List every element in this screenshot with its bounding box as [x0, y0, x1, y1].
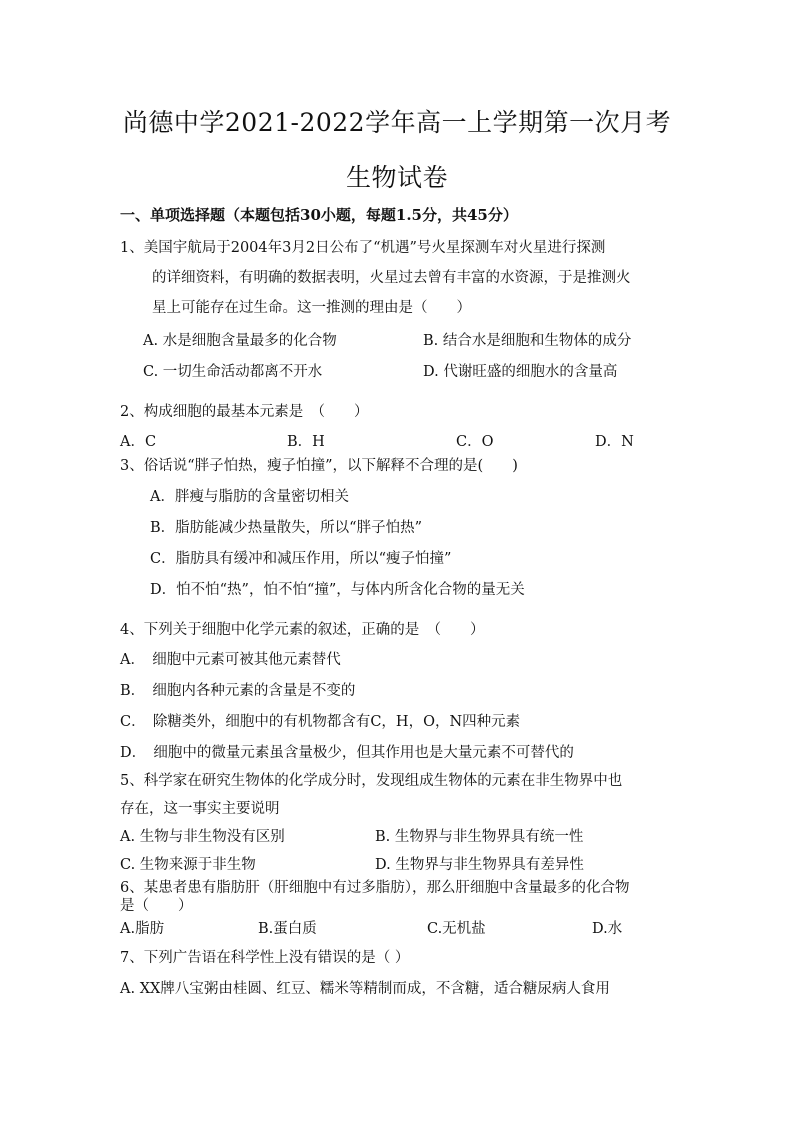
question-6-option-a: A.脂肪	[120, 921, 165, 937]
question-5-option-a: A. 生物与非生物没有区别	[120, 829, 285, 845]
question-4-line-1: 4、下列关于细胞中化学元素的叙述，正确的是 （ ）	[120, 622, 485, 638]
question-1-line-1: 1、美国宇航局于2004年3月2日公布了“机遇”号火星探测车对火星进行探测	[120, 240, 606, 256]
question-6-option-b: B.蛋白质	[258, 921, 317, 937]
question-6-line-2: 是（ ）	[120, 898, 193, 914]
section-heading: 一、单项选择题（本题包括30小题，每题1.5分，共45分）	[120, 206, 518, 224]
exam-title: 尚德中学2021-2022学年高一上学期第一次月考	[122, 108, 672, 137]
question-3-line-1: 3、俗话说“胖子怕热，瘦子怕撞”，以下解释不合理的是( )	[120, 458, 518, 474]
question-6-line-1: 6、某患者患有脂肪肝（肝细胞中有过多脂肪），那么肝细胞中含量最多的化合物	[120, 880, 630, 896]
question-5-option-d: D. 生物界与非生物界具有差异性	[375, 857, 584, 873]
question-3-option-a: A．胖瘦与脂肪的含量密切相关	[150, 489, 349, 505]
question-2-line-1: 2、构成细胞的最基本元素是 （ ）	[120, 404, 369, 420]
question-3-option-b: B．脂肪能减少热量散失，所以“胖子怕热”	[150, 520, 422, 536]
question-6-option-d: D.水	[592, 921, 623, 937]
question-1-option-a: A. 水是细胞含量最多的化合物	[143, 333, 337, 349]
question-1-option-c: C. 一切生命活动都离不开水	[143, 364, 323, 380]
question-5-option-c: C. 生物来源于非生物	[120, 857, 256, 873]
question-7-line-1: 7、下列广告语在科学性上没有错误的是（ ）	[120, 950, 410, 966]
question-2-option-c: C．O	[456, 434, 494, 450]
question-2-option-a: A．C	[120, 434, 157, 450]
question-6-option-c: C.无机盐	[427, 921, 486, 937]
question-1-option-d: D. 代谢旺盛的细胞水的含量高	[423, 364, 618, 380]
question-4-option-b: B． 细胞内各种元素的含量是不变的	[120, 683, 356, 699]
question-4-option-a: A． 细胞中元素可被其他元素替代	[120, 652, 341, 668]
question-4-option-d: D． 细胞中的微量元素虽含量极少，但其作用也是大量元素不可替代的	[120, 745, 574, 761]
question-1-line-2: 的详细资料，有明确的数据表明，火星过去曾有丰富的水资源，于是推测火	[152, 270, 631, 286]
question-3-option-d: D．怕不怕“热”，怕不怕“撞”，与体内所含化合物的量无关	[150, 582, 525, 598]
question-7-option-a: A. XX牌八宝粥由桂圆、红豆、糯米等精制而成，不含糖，适合糖尿病人食用	[120, 981, 610, 997]
question-4-option-c: C． 除糖类外，细胞中的有机物都含有C，H，O，N四种元素	[120, 714, 521, 730]
question-2-option-b: B．H	[287, 434, 325, 450]
question-5-option-b: B. 生物界与非生物界具有统一性	[375, 829, 584, 845]
question-3-option-c: C．脂肪具有缓冲和减压作用，所以“瘦子怕撞”	[150, 551, 452, 567]
question-5-line-2: 存在，这一事实主要说明	[120, 801, 280, 817]
question-1-line-3: 星上可能存在过生命。这一推测的理由是（ ）	[152, 300, 471, 316]
question-2-option-d: D．N	[595, 434, 634, 450]
question-1-option-b: B. 结合水是细胞和生物体的成分	[423, 333, 632, 349]
question-5-line-1: 5、科学家在研究生物体的化学成分时，发现组成生物体的元素在非生物界中也	[120, 773, 623, 789]
exam-subtitle: 生物试卷	[345, 163, 448, 192]
